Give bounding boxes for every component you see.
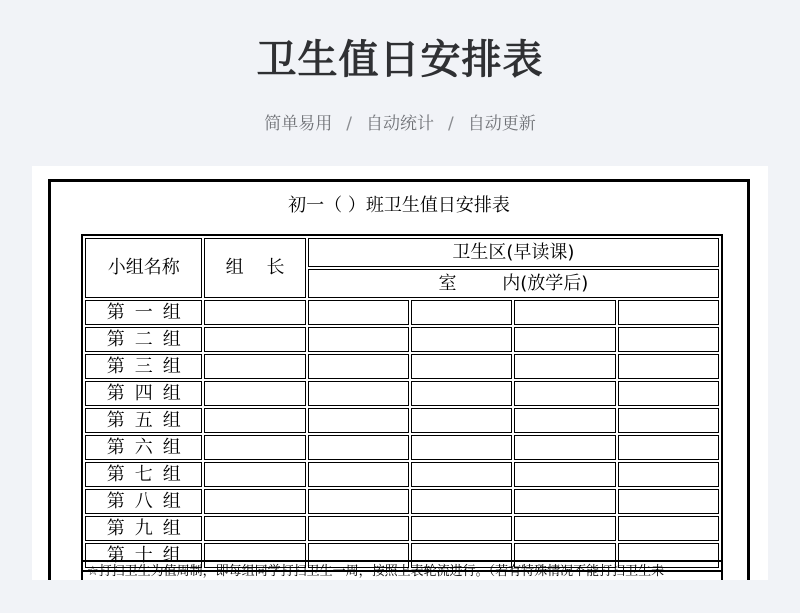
table-row (85, 327, 719, 352)
duty-cell[interactable] (308, 516, 409, 541)
header-area: 卫生区(早读课) (308, 238, 719, 267)
leader-cell[interactable] (204, 462, 305, 487)
feature-tagline (0, 112, 800, 136)
duty-cell[interactable] (618, 516, 719, 541)
table-row (85, 354, 719, 379)
duty-cell[interactable] (514, 462, 615, 487)
leader-cell[interactable] (204, 489, 305, 514)
duty-cell[interactable] (514, 381, 615, 406)
duty-table (81, 234, 723, 572)
duty-cell[interactable] (514, 408, 615, 433)
table-row (85, 516, 719, 541)
group-label: 第九组 (85, 516, 202, 541)
sheet-title: 初一（ ）班卫生值日安排表 (288, 195, 510, 216)
leader-cell[interactable] (204, 300, 305, 325)
group-label: 第五组 (85, 408, 202, 433)
duty-cell[interactable] (514, 435, 615, 460)
duty-cell[interactable] (514, 516, 615, 541)
table-row (85, 489, 719, 514)
group-label: 第六组 (85, 435, 202, 460)
leader-cell[interactable] (204, 435, 305, 460)
feature-auto-update: 自动更新 (467, 114, 536, 134)
duty-cell[interactable] (618, 408, 719, 433)
duty-cell[interactable] (618, 435, 719, 460)
duty-cell[interactable] (308, 354, 409, 379)
preview-card (32, 166, 768, 580)
duty-cell[interactable] (618, 381, 719, 406)
header-row (85, 238, 719, 267)
duty-cell[interactable] (308, 381, 409, 406)
header-group-name: 小组名称 (85, 238, 202, 298)
feature-easy: 简单易用 (264, 114, 333, 134)
group-label: 第三组 (85, 354, 202, 379)
table-row (85, 462, 719, 487)
duty-cell[interactable] (411, 408, 512, 433)
duty-cell[interactable] (308, 462, 409, 487)
group-label: 第二组 (85, 327, 202, 352)
duty-cell[interactable] (308, 408, 409, 433)
duty-cell[interactable] (411, 435, 512, 460)
duty-cell[interactable] (411, 462, 512, 487)
group-label: 第八组 (85, 489, 202, 514)
leader-cell[interactable] (204, 327, 305, 352)
feature-auto-stats: 自动统计 (366, 114, 434, 134)
duty-cell[interactable] (308, 300, 409, 325)
header-indoor: 室 内(放学后) (308, 269, 719, 298)
header-leader: 组 长 (204, 238, 305, 298)
sheet-note: ☆打扫卫生为值周制，即每组同学打扫卫生一周，按照上表轮流进行。（若有特殊情况不能打扫卫生未 (81, 560, 723, 580)
duty-cell[interactable] (308, 327, 409, 352)
table-row (85, 381, 719, 406)
leader-cell[interactable] (204, 516, 305, 541)
duty-cell[interactable] (618, 462, 719, 487)
duty-cell[interactable] (514, 327, 615, 352)
duty-cell[interactable] (514, 354, 615, 379)
duty-cell[interactable] (411, 300, 512, 325)
duty-cell[interactable] (411, 489, 512, 514)
duty-cell[interactable] (411, 516, 512, 541)
table-row (85, 435, 719, 460)
duty-cell[interactable] (514, 300, 615, 325)
duty-cell[interactable] (618, 489, 719, 514)
table-row (85, 408, 719, 433)
page-title: 卫生值日安排表 (256, 37, 544, 83)
duty-sheet (48, 179, 750, 580)
group-label: 第一组 (85, 300, 202, 325)
duty-cell[interactable] (411, 381, 512, 406)
group-label: 第七组 (85, 462, 202, 487)
duty-cell[interactable] (618, 300, 719, 325)
group-label: 第十组 (85, 543, 202, 568)
duty-cell[interactable] (411, 354, 512, 379)
table-row (85, 300, 719, 325)
duty-cell[interactable] (618, 327, 719, 352)
duty-cell[interactable] (411, 327, 512, 352)
duty-cell[interactable] (308, 435, 409, 460)
separator: / (448, 114, 454, 134)
group-label: 第四组 (85, 381, 202, 406)
leader-cell[interactable] (204, 408, 305, 433)
duty-cell[interactable] (514, 489, 615, 514)
leader-cell[interactable] (204, 381, 305, 406)
leader-cell[interactable] (204, 354, 305, 379)
duty-cell[interactable] (308, 489, 409, 514)
duty-cell[interactable] (618, 354, 719, 379)
separator: / (346, 114, 352, 134)
